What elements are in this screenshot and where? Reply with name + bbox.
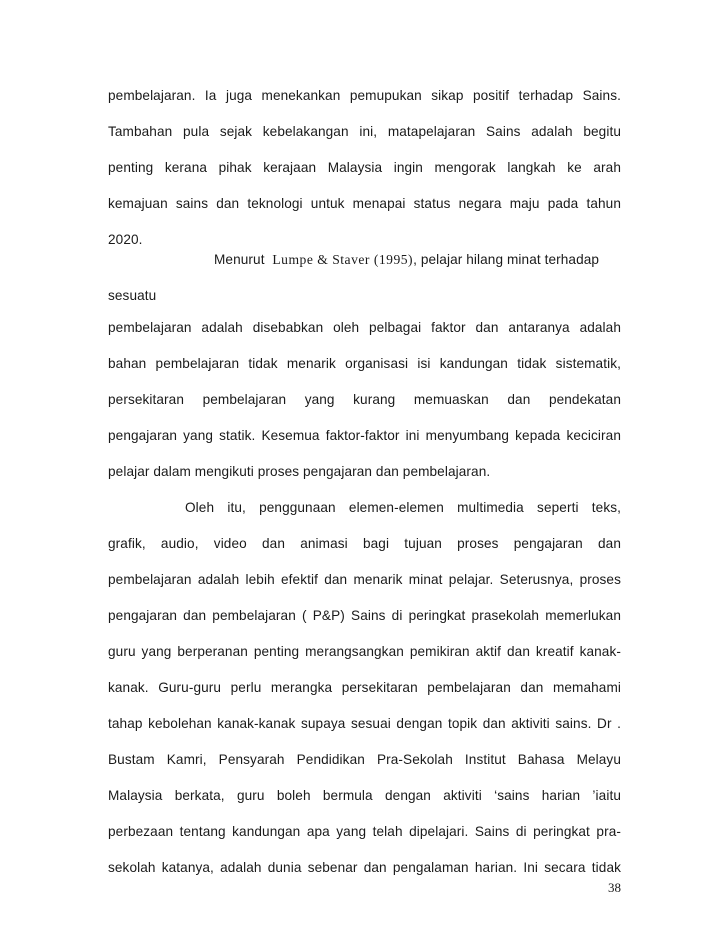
text-rest: , pelajar hilang minat terhadap (413, 252, 600, 267)
text-line: Bustam Kamri, Pensyarah Pendidikan Pra-Sekolah Institut Bahasa Melayu (108, 752, 621, 767)
text-line: kanak. Guru-guru perlu merangka persekitaran pembelajaran dan memahami (108, 680, 621, 695)
text-line: sesuatu (108, 288, 157, 303)
text-line: kemajuan sains dan teknologi untuk menapai status negara maju pada tahun (108, 196, 621, 211)
text-line: penting kerana pihak kerajaan Malaysia ingin mengorak langkah ke arah (108, 160, 621, 175)
text-line: pembelajaran. Ia juga menekankan pemupukan sikap positif terhadap Sains. (108, 88, 621, 103)
text-line: pengajaran dan pembelajaran ( P&P) Sains di peringkat prasekolah memerlukan (108, 608, 621, 623)
text-line: persekitaran pembelajaran yang kurang memuaskan dan pendekatan (108, 392, 621, 407)
text-line: Tambahan pula sejak kebelakangan ini, matapelajaran Sains adalah begitu (108, 124, 621, 139)
text-line: Malaysia berkata, guru boleh bermula dengan aktiviti ‘sains harian ’iaitu (108, 788, 621, 803)
text-line: guru yang berperanan penting merangsangkan pemikiran aktif dan kreatif kanak- (108, 644, 621, 659)
text-line: tahap kebolehan kanak-kanak supaya sesuai dengan topik dan aktiviti sains. Dr . (108, 716, 621, 731)
text-line: bahan pembelajaran tidak menarik organisasi isi kandungan tidak sistematik, (108, 356, 621, 371)
text-line: grafik, audio, video dan animasi bagi tujuan proses pengajaran dan (108, 536, 621, 551)
text-line-citation (214, 250, 621, 270)
text-line: perbezaan tentang kandungan apa yang telah dipelajari. Sains di peringkat pra- (108, 824, 621, 839)
text-line: pengajaran yang statik. Kesemua faktor-faktor ini menyumbang kepada keciciran (108, 428, 621, 443)
text-line: pembelajaran adalah lebih efektif dan menarik minat pelajar. Seterusnya, proses (108, 572, 621, 587)
text-lead: Menurut (214, 252, 265, 267)
text-line: 2020. (108, 232, 143, 247)
text-line: Oleh itu, penggunaan elemen-elemen multimedia seperti teks, (185, 500, 621, 515)
text-line: pembelajaran adalah disebabkan oleh pelbagai faktor dan antaranya adalah (108, 320, 621, 335)
text-line: sekolah katanya, adalah dunia sebenar dan pengalaman harian. Ini secara tidak (108, 860, 621, 875)
citation: Lumpe & Staver (1995) (272, 252, 414, 267)
text-line: pelajar dalam mengikuti proses pengajaran dan pembelajaran. (108, 464, 491, 479)
page-number: 38 (608, 880, 621, 895)
